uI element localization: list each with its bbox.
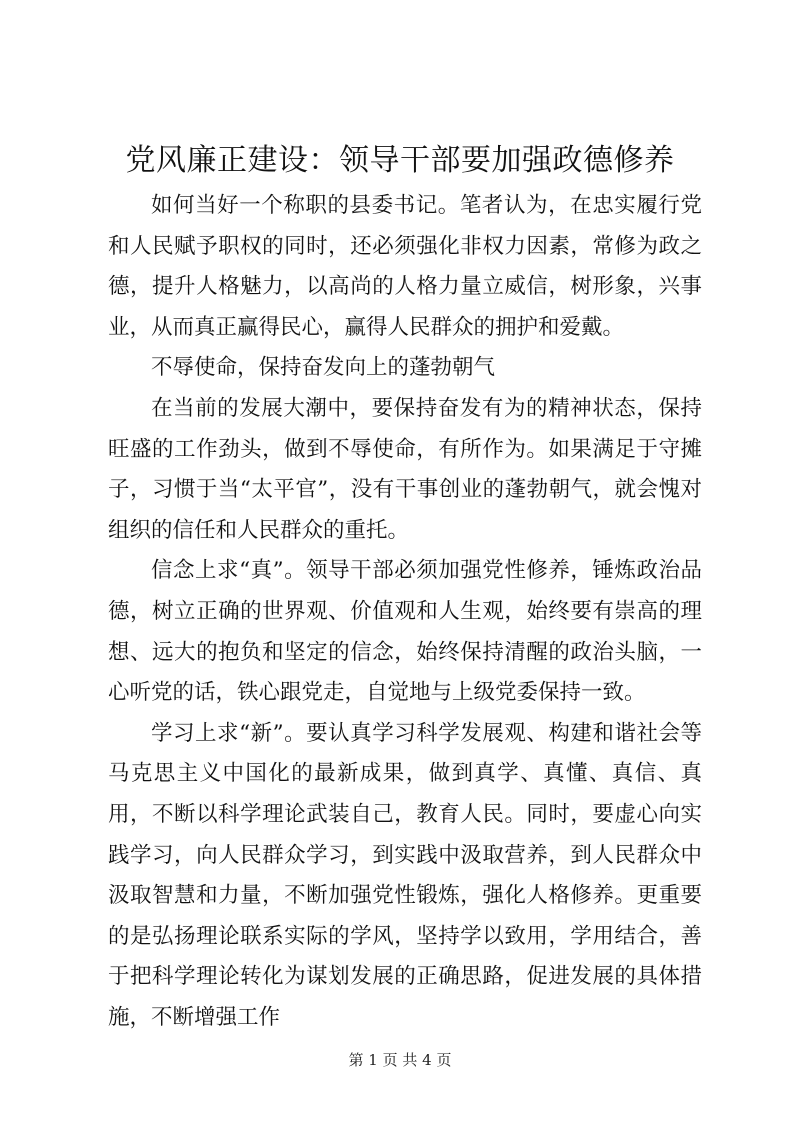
paragraph-learning: 学习上求“新”。要认真学习科学发展观、构建和谐社会等马克思主义中国化的最新成果，做到真学、真懂、真信、真用，不断以科学理论武装自己，教育人民。同时，要虚心向实践学习，向人民群众学习，到实践中汲取营养，到人民群众中汲取智慧和力量，不断加强党性锻炼，强化人格修养。更重要的是弘扬理论联系实际的学风，坚持学以致用，学用结合，善于把科学理论转化为谋划发展的正确思路，促进发展的具体措施，不断增强工作 — [108, 720, 702, 1030]
document-body — [108, 186, 702, 1038]
page-number-footer: 第 1 页 共 4 页 — [348, 1051, 452, 1069]
section-heading: 不辱使命，保持奋发向上的蓬勃朝气 — [151, 355, 496, 381]
paragraph-intro: 如何当好一个称职的县委书记。笔者认为，在忠实履行党和人民赋予职权的同时，还必须强化非权力因素，常修为政之德，提升人格魅力，以高尚的人格力量立威信，树形象，兴事业，从而真正赢得民心，赢得人民群众的拥护和爱戴。 — [108, 193, 702, 340]
paragraph-belief: 信念上求“真”。领导干部必须加强党性修养，锤炼政治品德，树立正确的世界观、价值观和人生观，始终要有崇高的理想、远大的抱负和坚定的信念，始终保持清醒的政治头脑，一心听党的话，铁心跟党走，自觉地与上级党委保持一致。 — [108, 558, 702, 706]
document-title: 党风廉正建设：领导干部要加强政德修养 — [125, 143, 675, 178]
paragraph-mission: 在当前的发展大潮中，要保持奋发有为的精神状态，保持旺盛的工作劲头，做到不辱使命，有所作为。如果满足于守摊子，习惯于当“太平官”，没有干事创业的蓬勃朝气，就会愧对组织的信任和人民群众的重托。 — [108, 395, 702, 543]
